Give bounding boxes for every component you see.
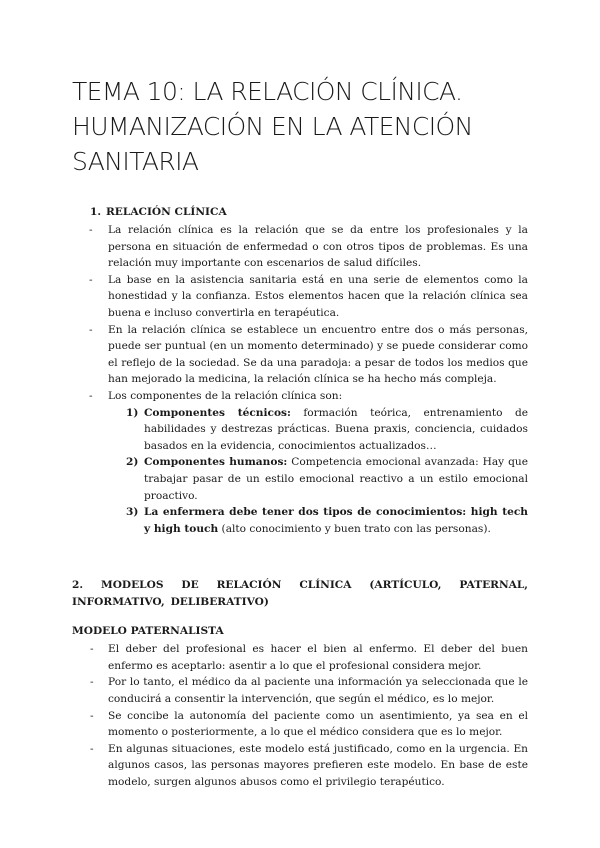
section-1-list bbox=[72, 222, 528, 537]
subsection-heading: MODELO PATERNALISTA bbox=[72, 625, 224, 638]
component-text: (alto conocimiento y buen trato con las personas). bbox=[218, 522, 491, 535]
component-number: 3) bbox=[126, 506, 139, 519]
component-number: 1) bbox=[126, 406, 139, 419]
list-item: - En la relación clínica se establece un encuentro entre dos o más personas, puede ser puntual (en un momento determinado) y se puede considerar como el reflejo de la sociedad. Se da una paradoja: a pesar de todos los medios que han mejorado la medicina, la relación clínica se ha hecho más compleja. bbox=[72, 322, 528, 388]
title-line: SANITARIA bbox=[72, 147, 199, 176]
list-item: - La base en la asistencia sanitaria está en una serie de elementos como la honestidad y la confianza. Estos elementos hacen que la relación clínica sea buena e incluso convertirla en terapéutica. bbox=[72, 272, 528, 322]
section-1-heading bbox=[90, 204, 528, 220]
list-item: - La relación clínica es la relación que se da entre los profesionales y la persona en situación de enfermedad o con otros tipos de problemas. Es una relación muy importante con escenarios de salud difíciles. bbox=[72, 222, 528, 272]
component-item bbox=[72, 405, 528, 455]
component-text: formación teórica, entrenamiento de habilidades y destrezas prácticas. Buena praxis, conciencia, cuidados basados en la evidencia, conocimientos actualizados… bbox=[144, 406, 528, 452]
component-item bbox=[72, 504, 528, 537]
list-item bbox=[72, 388, 528, 537]
section-1-heading-text: RELACIÓN CLÍNICA bbox=[106, 206, 227, 218]
list-item: - Se concibe la autonomía del paciente como un asentimiento, ya sea en el momento o posteriormente, a lo que el médico considera que es lo mejor. bbox=[72, 708, 528, 741]
component-text: Competencia emocional avanzada: Hay que trabajar pasar de un estilo emocional reactivo a un estilo emocional proactivo. bbox=[144, 456, 528, 502]
list-item-text: Los componentes de la relación clínica son: bbox=[108, 389, 343, 402]
title-line: HUMANIZACIÓN EN LA ATENCIÓN bbox=[72, 112, 473, 141]
list-item: - El deber del profesional es hacer el bien al enfermo. El deber del buen enfermo es aceptarlo: asentir a lo que el profesional considera mejor. bbox=[72, 641, 528, 674]
component-item bbox=[72, 454, 528, 504]
component-bold: Componentes humanos: bbox=[144, 456, 288, 469]
components-list bbox=[108, 405, 528, 538]
component-number: 2) bbox=[126, 456, 139, 469]
title-line: TEMA 10: LA RELACIÓN CLÍNICA. bbox=[72, 77, 463, 106]
document-title bbox=[72, 74, 528, 179]
section-2-heading: 2. MODELOS DE RELACIÓN CLÍNICA (ARTÍCULO, PATERNAL, INFORMATIVO, DELIBERATIVO) bbox=[72, 579, 528, 609]
list-item: - En algunas situaciones, este modelo está justificado, como en la urgencia. En algunos casos, las personas mayores prefieren este modelo. En base de este modelo, surgen algunos abusos como el privilegio terapéutico. bbox=[72, 741, 528, 791]
list-item: - Por lo tanto, el médico da al paciente una información ya seleccionada que le conducirá a consentir la intervención, que según el médico, es lo mejor. bbox=[72, 674, 528, 707]
component-bold: La enfermera debe tener dos tipos de conocimientos: high tech y high touch bbox=[144, 506, 528, 535]
section-1-number: 1. bbox=[90, 206, 102, 218]
section-2-list bbox=[72, 641, 528, 790]
component-bold: Componentes técnicos: bbox=[144, 406, 291, 419]
